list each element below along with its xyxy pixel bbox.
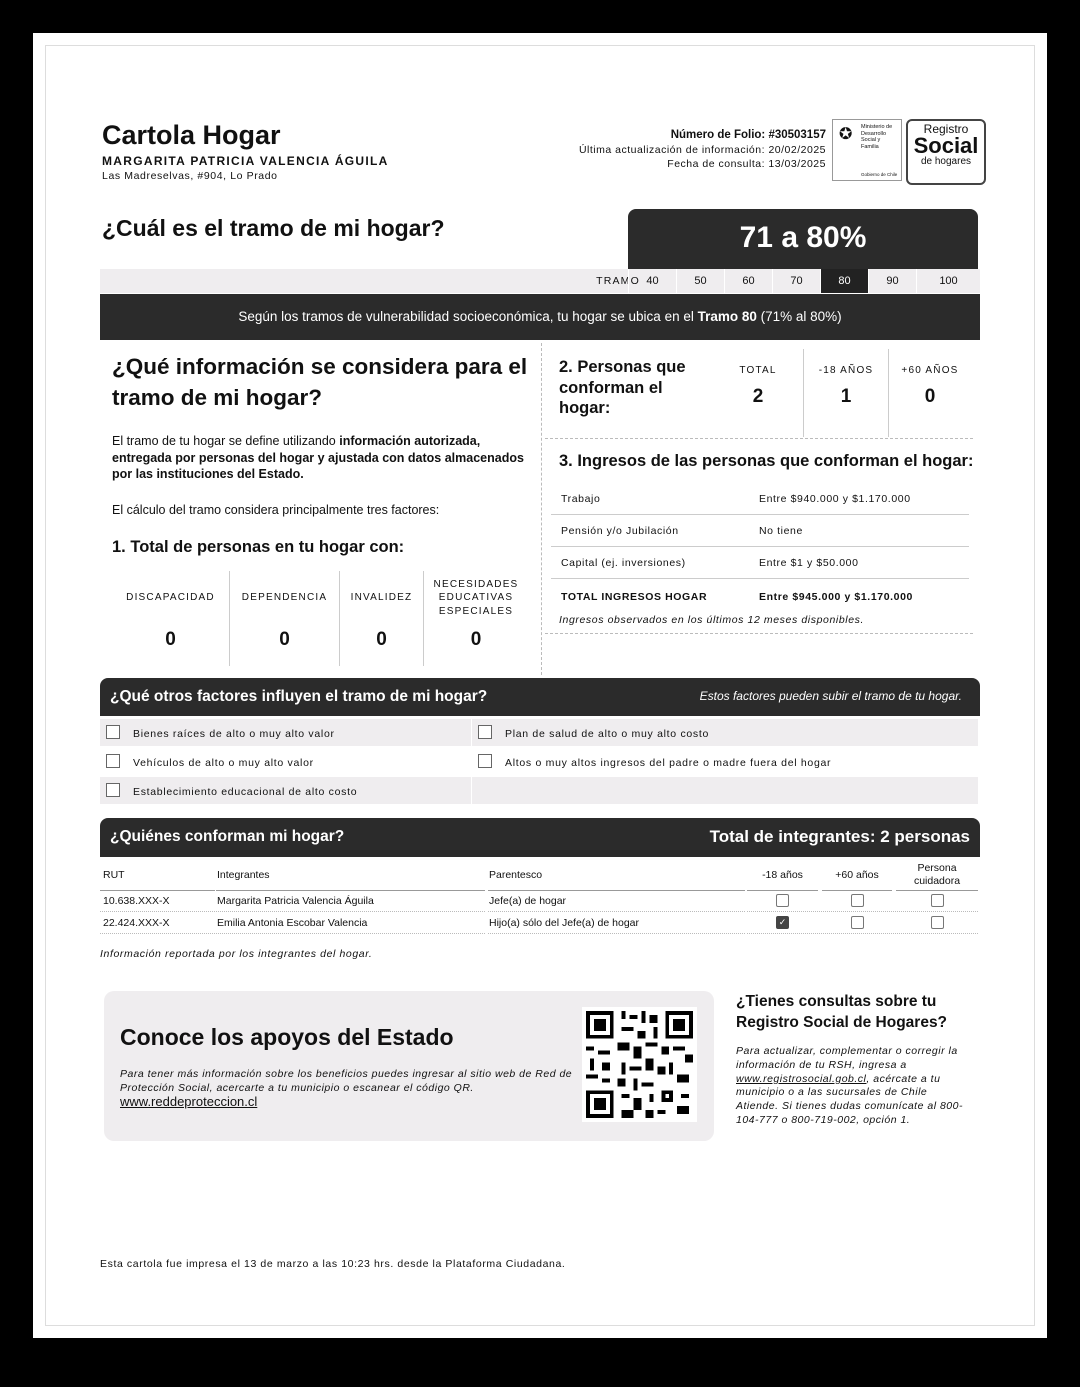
- col-menor: -18 años: [747, 860, 818, 891]
- coat-of-arms-icon: ✪: [839, 126, 853, 143]
- income-total-row: [551, 581, 969, 612]
- income-total-value: Entre $945.000 y $1.170.000: [759, 591, 913, 603]
- factor-discapacidad: [112, 573, 229, 663]
- income-row: [551, 515, 969, 547]
- cell-rut: 10.638.XXX-X: [100, 890, 215, 912]
- cell-parentesco: Jefe(a) de hogar: [488, 890, 745, 912]
- household-bar: [100, 818, 980, 857]
- support-heading: Conoce los apoyos del Estado: [120, 1024, 454, 1050]
- col-rut: RUT: [100, 860, 215, 891]
- tramo-cell: 70: [772, 269, 820, 293]
- other-factors-bar: [100, 678, 980, 716]
- section-1-heading: 1. Total de personas en tu hogar con:: [112, 538, 405, 556]
- factor-label: DISCAPACIDAD: [126, 592, 215, 604]
- holder-address: Las Madreselvas, #904, Lo Prado: [102, 170, 278, 182]
- document-title: Cartola Hogar: [102, 120, 281, 150]
- info-paragraph-pre: El tramo de tu hogar se define utilizando: [112, 434, 340, 448]
- tramo-range: 71 a 80%: [628, 209, 978, 269]
- income-note: Ingresos observados en los últimos 12 meses disponibles.: [559, 614, 864, 626]
- print-footer: Esta cartola fue impresa el 13 de marzo a las 10:23 hrs. desde la Plataforma Ciudadana.: [100, 1258, 566, 1270]
- personas-total: [723, 365, 793, 440]
- gov-logo-text: Gobierno de Chile: [861, 172, 898, 177]
- factor-invalidez: [340, 573, 423, 663]
- col-cuidadora: Persona cuidadora: [896, 860, 978, 891]
- factor-value: 0: [376, 629, 387, 650]
- cell-nombre: Margarita Patricia Valencia Águila: [216, 890, 485, 912]
- cell-nombre: Emilia Antonia Escobar Valencia: [216, 912, 485, 934]
- factors-intro: El cálculo del tramo considera principalmente tres factores:: [112, 503, 440, 517]
- info-paragraph: [112, 433, 532, 483]
- factor-item-label: Plan de salud de alto o muy alto costo: [505, 728, 710, 740]
- personas-label: TOTAL: [739, 365, 777, 376]
- checkbox-mayor: [851, 916, 864, 929]
- income-type: Trabajo: [561, 493, 601, 505]
- factor-item-label: Vehículos de alto o muy alto valor: [133, 757, 314, 769]
- factor-item: [100, 748, 471, 775]
- tramo-cell: 100: [916, 269, 980, 293]
- document-page: [33, 33, 1047, 1338]
- factor-dependencia: [230, 573, 339, 663]
- household-total: Total de integrantes: 2 personas: [709, 827, 970, 846]
- tramo-cell-selected: 80: [820, 269, 868, 293]
- qr-code-icon[interactable]: [582, 1007, 697, 1122]
- factor-item: [472, 748, 978, 775]
- factor-label: INVALIDEZ: [350, 592, 413, 604]
- income-type: Capital (ej. inversiones): [561, 557, 686, 569]
- section-divider: [545, 633, 973, 634]
- income-value: Entre $940.000 y $1.170.000: [759, 493, 911, 505]
- tramo-explanation: [100, 294, 980, 340]
- rsh-logo-line2: Social: [913, 133, 979, 158]
- tramo-explanation-pre: Según los tramos de vulnerabilidad socioeconómica, tu hogar se ubica en el: [238, 309, 698, 324]
- personas-mayores: [889, 365, 971, 440]
- checkbox-cuidadora: [931, 916, 944, 929]
- tramo-cell: 90: [868, 269, 916, 293]
- factor-checkbox: [106, 725, 120, 739]
- help-text-pre: Para actualizar, complementar o corregir la información de tu RSH, ingresa a: [736, 1045, 958, 1071]
- info-heading: ¿Qué información se considera para el tramo de mi hogar?: [112, 354, 528, 410]
- factor-item: [472, 719, 978, 746]
- document-meta: [513, 128, 826, 172]
- factor-nee: [424, 573, 528, 663]
- personas-label: +60 AÑOS: [901, 365, 959, 376]
- section-divider: [545, 438, 973, 439]
- tramo-explanation-bold: Tramo 80: [697, 309, 757, 324]
- income-row: [551, 547, 969, 579]
- section-2-heading: 2. Personas que conforman el hogar:: [559, 358, 686, 417]
- last-update: Última actualización de información: 20/02/2025: [578, 143, 826, 156]
- personas-value: 2: [752, 386, 764, 407]
- other-factors-heading: ¿Qué otros factores influyen el tramo de mi hogar?: [110, 688, 488, 705]
- consult-date: Fecha de consulta: 13/03/2025: [667, 158, 826, 170]
- personas-value: 0: [924, 386, 936, 407]
- cell-parentesco: Hijo(a) sólo del Jefe(a) de hogar: [488, 912, 745, 934]
- factor-value: 0: [279, 629, 290, 650]
- tramo-cell: 60: [724, 269, 772, 293]
- section-3-heading: 3. Ingresos de las personas que conforman el hogar:: [559, 452, 974, 470]
- cell-rut: 22.424.XXX-X: [100, 912, 215, 934]
- personas-label: -18 AÑOS: [818, 365, 874, 376]
- factor-item-label: Altos o muy altos ingresos del padre o madre fuera del hogar: [505, 757, 832, 769]
- factor-item-label: Establecimiento educacional de alto costo: [133, 786, 358, 798]
- checkbox-menor: [776, 894, 789, 907]
- info-paragraph-bold: información autorizada, entregada por personas del hogar y ajustada con datos almacenados por las instituciones del Estado.: [112, 434, 524, 481]
- col-integrantes: Integrantes: [216, 860, 485, 891]
- tramo-cell: 50: [676, 269, 724, 293]
- rsh-logo-line3: de hogares: [920, 156, 972, 167]
- factor-checkbox: [478, 725, 492, 739]
- other-factors-note: Estos factores pueden subir el tramo de tu hogar.: [699, 689, 962, 703]
- factor-checkbox: [106, 754, 120, 768]
- col-mayor: +60 años: [822, 860, 892, 891]
- factor-checkbox: [478, 754, 492, 768]
- income-value: Entre $1 y $50.000: [759, 557, 859, 569]
- help-heading: ¿Tienes consultas sobre tu Registro Social de Hogares?: [736, 993, 948, 1031]
- income-type: Pensión y/o Jubilación: [561, 525, 679, 537]
- income-total-label: TOTAL INGRESOS HOGAR: [561, 591, 708, 603]
- tramo-question: ¿Cuál es el tramo de mi hogar?: [102, 215, 445, 241]
- factor-item-label: Bienes raíces de alto o muy alto valor: [133, 728, 335, 740]
- ministry-logo-text: Ministerio de Desarrollo Social y Familia: [861, 124, 893, 150]
- help-text: [736, 1045, 966, 1128]
- checkbox-menor-checked: ✓: [776, 916, 789, 929]
- col-parentesco: Parentesco: [488, 860, 745, 891]
- factor-checkbox: [106, 783, 120, 797]
- rsh-logo: [906, 119, 986, 185]
- holder-name: MARGARITA PATRICIA VALENCIA ÁGUILA: [102, 154, 389, 168]
- factor-value: 0: [165, 629, 176, 650]
- support-link[interactable]: www.reddeproteccion.cl: [120, 1094, 258, 1109]
- household-note: Información reportada por los integrantes del hogar.: [100, 948, 373, 960]
- personas-menores: [804, 365, 888, 440]
- income-value: No tiene: [759, 525, 803, 537]
- personas-value: 1: [840, 386, 852, 407]
- household-heading: ¿Quiénes conforman mi hogar?: [110, 828, 345, 845]
- factor-label: NECESIDADES EDUCATIVAS ESPECIALES: [433, 578, 519, 617]
- income-row: [551, 483, 969, 515]
- tramo-explanation-post: (71% al 80%): [756, 309, 842, 324]
- factor-value: 0: [470, 629, 482, 650]
- folio-number: Número de Folio: #30503157: [670, 129, 826, 141]
- factor-item-empty: [472, 777, 978, 804]
- factor-label: DEPENDENCIA: [241, 592, 328, 604]
- tramo-scale-label: TRAMO: [596, 275, 640, 287]
- factor-item: [100, 719, 471, 746]
- rsh-logo-line1: Registro: [923, 122, 969, 136]
- help-text-post: , acércate a tu municipio o a las sucursales de Chile Atiende. Si tienes dudas comunícate al 800-104-777 o 800-719-002, opción 1.: [736, 1072, 963, 1126]
- ministry-logo: [832, 119, 902, 181]
- factor-item: [100, 777, 471, 804]
- checkbox-cuidadora: [931, 894, 944, 907]
- help-link[interactable]: www.registrosocial.gob.cl: [736, 1072, 867, 1085]
- tramo-cell: 40: [628, 269, 676, 293]
- support-text: Para tener más información sobre los beneficios puedes ingresar al sitio web de Red de Protección Social, acercarte a tu municipio o escanear el código QR.: [120, 1068, 573, 1094]
- checkbox-mayor: [851, 894, 864, 907]
- tramo-scale: [100, 269, 980, 293]
